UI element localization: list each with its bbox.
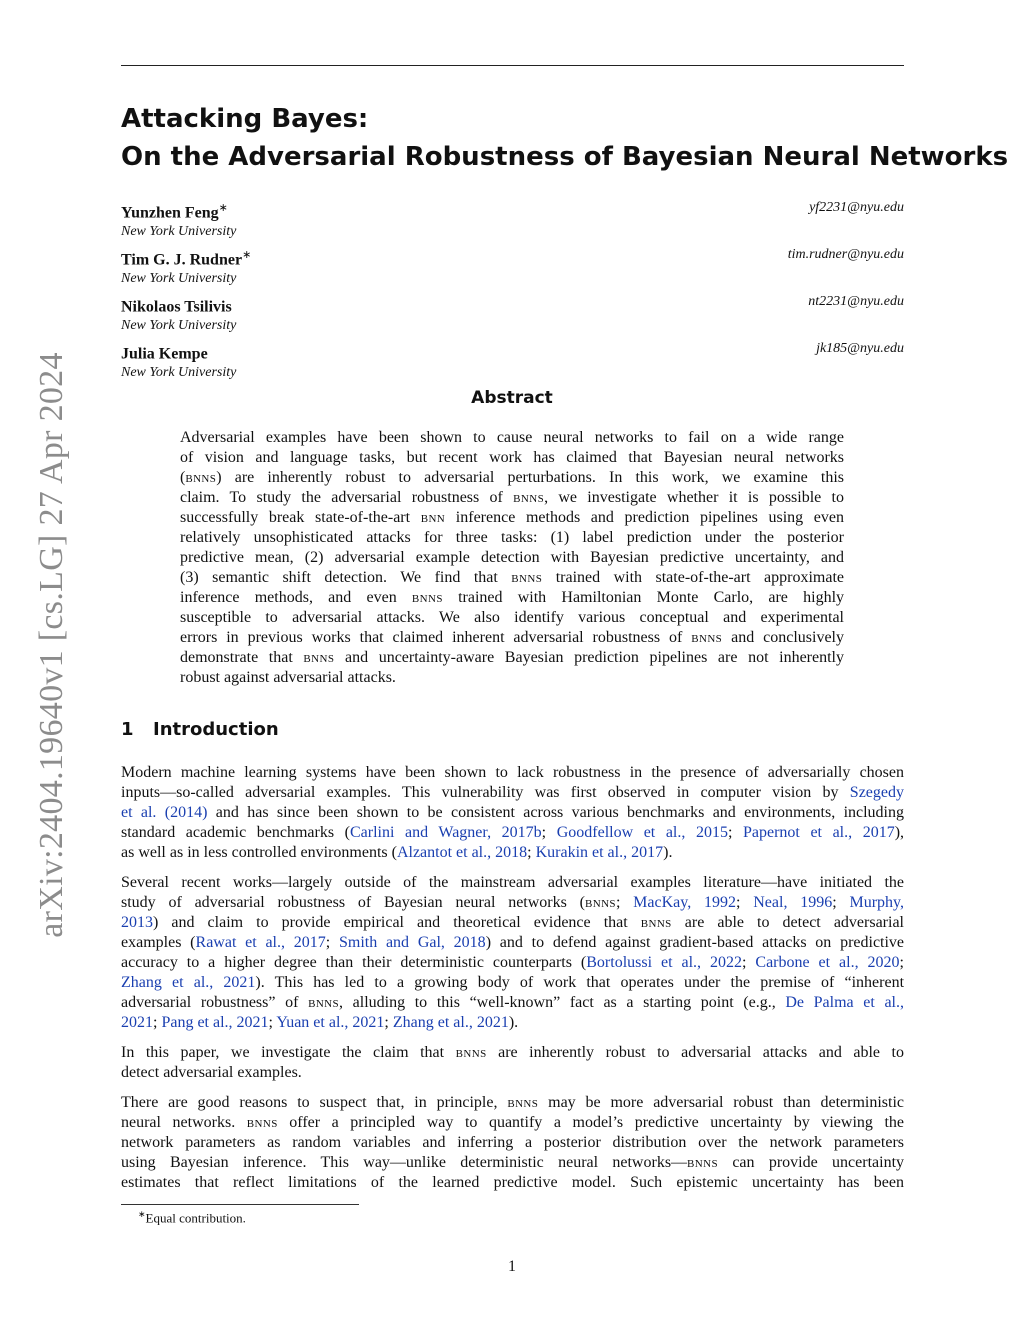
- text-line: inference methods, and even bnns trained with Hamiltonian Monte Carlo, are highly: [180, 589, 845, 606]
- citation-link[interactable]: MacKay, 1992: [633, 894, 737, 911]
- text-line: using Bayesian inference. This way—unlike deterministic neural networks—bnns can provide uncertainty: [121, 1154, 905, 1171]
- text-line: susceptible to adversarial attacks. We also identify various conceptual and experimental: [180, 609, 844, 626]
- citation-link[interactable]: Carbone et al., 2020: [755, 954, 900, 971]
- text-line: neural networks. bnns offer a principled way to quantify a model’s predictive uncertainty by viewing the: [121, 1114, 905, 1131]
- text-line: successfully break state-of-the-art bnn inference methods and prediction pipelines using even: [180, 509, 844, 526]
- author-affiliation: New York University: [121, 224, 237, 240]
- text-line: estimates that reflect limitations of the learned predictive model. Such epistemic uncertainty has been: [121, 1174, 904, 1191]
- author-affiliation: New York University: [121, 318, 237, 334]
- author-name: Tim G. J. Rudner: [121, 251, 243, 269]
- abstract-body: [180, 428, 844, 688]
- citation-link[interactable]: De Palma et al.,: [785, 994, 905, 1011]
- citation-link[interactable]: Szegedy: [849, 784, 904, 801]
- text-line: Adversarial examples have been shown to cause neural networks to fail on a wide range: [180, 429, 844, 446]
- acronym: bnns: [411, 589, 443, 606]
- acronym: bnns: [511, 569, 543, 586]
- acronym: bnns: [455, 1044, 487, 1061]
- citation-link[interactable]: Carlini and Wagner, 2017b: [349, 824, 542, 841]
- acronym: bnns: [640, 914, 672, 931]
- citation-link[interactable]: Zhang et al., 2021: [392, 1014, 509, 1031]
- text-line: claim. To study the adversarial robustness of bnns, we investigate whether it is possible to: [180, 489, 845, 506]
- text-line: Zhang et al., 2021). This has led to a growing body of work that operates under the premise of “inherent: [121, 974, 905, 991]
- text-line: 2021; Pang et al., 2021; Yuan et al., 2021; Zhang et al., 2021).: [121, 1014, 519, 1031]
- citation-link[interactable]: 2013: [121, 914, 153, 931]
- text-line: predictive mean, (2) adversarial example detection with Bayesian predictive uncertainty, and: [180, 549, 844, 566]
- citation-link[interactable]: 2021: [121, 1014, 153, 1031]
- text-line: demonstrate that bnns and uncertainty-aware Bayesian prediction pipelines are not inherently: [180, 649, 844, 666]
- author-name: Nikolaos Tsilivis: [121, 298, 232, 316]
- author-mark: ∗: [242, 249, 252, 261]
- text-line: robust against adversarial attacks.: [180, 669, 396, 686]
- section-title: Introduction: [153, 719, 279, 740]
- text-line: relatively unsophisticated attacks for three tasks: (1) label prediction under the posterior: [180, 529, 844, 546]
- title-line-2: On the Adversarial Robustness of Bayesian Neural Networks: [121, 142, 1009, 172]
- acronym: bnn: [420, 509, 446, 526]
- author-entry: [121, 198, 904, 245]
- author-name: Julia Kempe: [121, 345, 208, 363]
- top-rule: [121, 65, 904, 66]
- section-number: 1: [121, 719, 134, 740]
- paragraph: [121, 1093, 904, 1193]
- citation-link[interactable]: Goodfellow et al., 2015: [556, 824, 728, 841]
- acronym: bnns: [584, 894, 616, 911]
- author-email[interactable]: jk185@nyu.edu: [816, 341, 904, 356]
- text-line: errors in previous works that claimed inherent adversarial robustness of bnns and conclusively: [180, 629, 845, 646]
- text-line: examples (Rawat et al., 2017; Smith and Gal, 2018) and to defend against gradient-based attacks on predictive: [121, 934, 905, 951]
- text-line: Modern machine learning systems have been shown to lack robustness in the presence of adversarially chosen: [121, 764, 904, 781]
- paper-title: [121, 100, 1009, 176]
- text-line: standard academic benchmarks (Carlini and Wagner, 2017b; Goodfellow et al., 2015; Papernot et al., 2017),: [121, 824, 905, 841]
- page-number: 1: [508, 1258, 516, 1275]
- citation-link[interactable]: Pang et al., 2021: [161, 1014, 269, 1031]
- citation-link[interactable]: Neal, 1996: [753, 894, 833, 911]
- citation-link[interactable]: Bortolussi et al., 2022: [586, 954, 742, 971]
- citation-link[interactable]: Alzantot et al., 2018: [396, 844, 528, 861]
- citation-link[interactable]: Rawat et al., 2017: [195, 934, 326, 951]
- acronym: bnns: [246, 1114, 278, 1131]
- abstract-heading: Abstract: [471, 388, 553, 408]
- footnote-rule: [121, 1204, 359, 1205]
- citation-link[interactable]: Papernot et al., 2017: [743, 824, 895, 841]
- text-line: There are good reasons to suspect that, in principle, bnns may be more adversarial robust than deterministic: [121, 1094, 905, 1111]
- acronym: bnns: [687, 1154, 718, 1171]
- author-email[interactable]: nt2231@nyu.edu: [808, 294, 904, 309]
- author-name: Yunzhen Feng: [121, 204, 219, 222]
- text-line: study of adversarial robustness of Bayesian neural networks (bnns; MacKay, 1992; Neal, 1996; Murphy,: [121, 894, 904, 911]
- author-entry: [121, 339, 904, 386]
- acronym: bnns: [691, 629, 723, 646]
- text-line: (3) semantic shift detection. We find that bnns trained with state-of-the-art approximate: [180, 569, 844, 586]
- citation-link[interactable]: Kurakin et al., 2017: [535, 844, 664, 861]
- text-line: inputs—so-called adversarial examples. This vulnerability was first observed in computer vision by Szegedy: [121, 784, 904, 801]
- citation-link[interactable]: Yuan et al., 2021: [276, 1014, 385, 1031]
- citation-link[interactable]: Murphy,: [849, 894, 904, 911]
- text-line: In this paper, we investigate the claim that bnns are inherently robust to adversarial attacks and able to: [121, 1044, 905, 1061]
- text-line: et al. (2014) and has since been shown to be consistent across various benchmarks and environments, including: [121, 804, 905, 821]
- introduction-body: [121, 763, 904, 1203]
- text-line: detect adversarial examples.: [121, 1064, 302, 1081]
- text-line: adversarial robustness” of bnns, alluding to this “well-known” fact as a starting point (e.g., De Palma et al.,: [121, 994, 905, 1011]
- section-heading: [121, 719, 279, 740]
- citation-link[interactable]: Zhang et al., 2021: [121, 974, 256, 991]
- author-mark: ∗: [218, 202, 228, 214]
- acronym: bnns: [507, 1094, 539, 1111]
- author-affiliation: New York University: [121, 271, 237, 287]
- paragraph: [121, 763, 904, 863]
- text-line: of vision and language tasks, but recent work has claimed that Bayesian neural networks: [180, 449, 844, 466]
- author-list: [121, 198, 904, 386]
- paragraph: [121, 1043, 904, 1083]
- acronym: bnns: [513, 489, 545, 506]
- text-line: as well as in less controlled environments (Alzantot et al., 2018; Kurakin et al., 2017).: [121, 844, 673, 861]
- text-line: (bnns) are inherently robust to adversarial perturbations. In this work, we examine this: [180, 469, 844, 486]
- citation-link[interactable]: et al. (2014): [121, 804, 208, 821]
- text-line: network parameters as random variables and inferring a posterior distribution over the network parameters: [121, 1134, 904, 1151]
- text-line: 2013) and claim to provide empirical and theoretical evidence that bnns are able to detect adversarial: [121, 914, 904, 931]
- footnote-text: Equal contribution.: [145, 1210, 246, 1226]
- arxiv-identifier: arXiv:2404.19640v1 [cs.LG] 27 Apr 2024: [33, 352, 70, 938]
- acronym: bnns: [185, 469, 217, 486]
- paragraph: [121, 873, 904, 1033]
- title-line-1: Attacking Bayes:: [121, 104, 369, 134]
- text-line: accuracy to a higher degree than their deterministic counterparts (Bortolussi et al., 2022; Carbone et al., 2020;: [121, 954, 904, 971]
- footnote-mark: ∗: [138, 1209, 146, 1219]
- author-entry: [121, 292, 904, 339]
- text-line: Several recent works—largely outside of the mainstream adversarial examples literature—have initiated the: [121, 874, 904, 891]
- author-affiliation: New York University: [121, 365, 237, 381]
- author-entry: [121, 245, 904, 292]
- author-email[interactable]: yf2231@nyu.edu: [809, 200, 904, 215]
- author-email[interactable]: tim.rudner@nyu.edu: [787, 247, 904, 262]
- acronym: bnns: [303, 649, 335, 666]
- acronym: bnns: [308, 994, 340, 1011]
- citation-link[interactable]: Smith and Gal, 2018: [338, 934, 486, 951]
- footnote: [138, 1209, 246, 1226]
